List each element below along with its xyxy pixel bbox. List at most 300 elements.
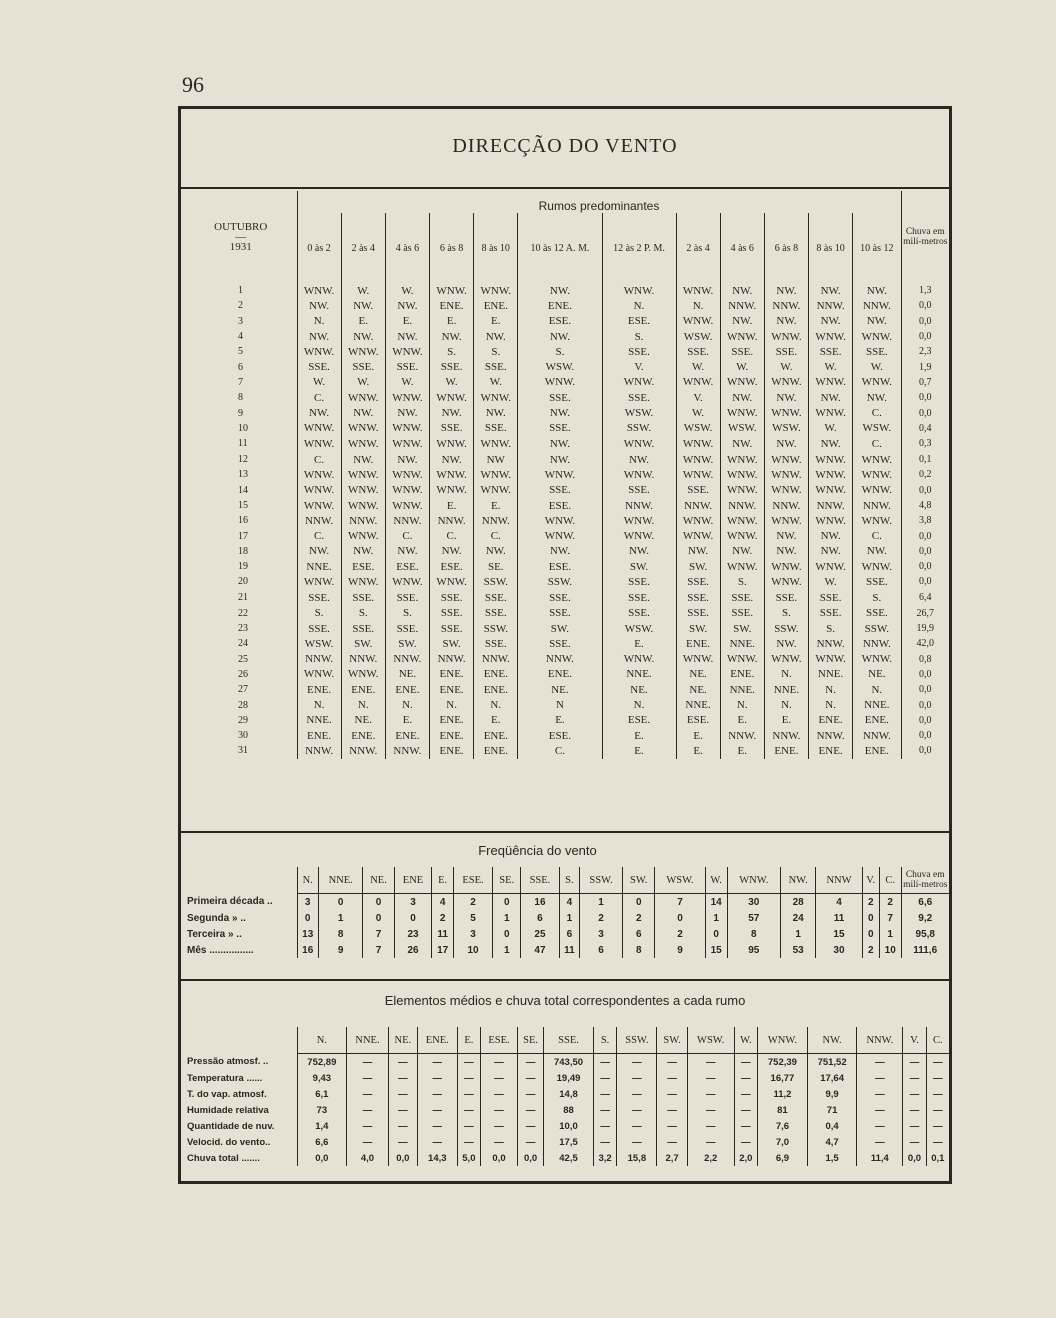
day-number: 24 [238,638,248,650]
freq-cell: 1 [493,942,521,958]
wind-cell: SSE. [518,590,602,606]
day-row [185,283,949,298]
elem-cell: 5,0 [457,1150,480,1166]
wind-cell: WNW. [474,467,518,482]
wind-cell: W. [853,359,901,374]
wind-cell: ESE. [518,559,602,574]
elem-cell: — [517,1118,543,1134]
freq-cell: 14 [705,894,727,911]
wind-cell: S. [430,344,474,359]
wind-cell: NW. [297,544,341,559]
wind-cell: NNW. [809,498,853,513]
wind-cell: WNW. [297,344,341,359]
elem-cell: — [457,1054,480,1071]
elem-cell: 0,0 [517,1150,543,1166]
wind-cell: WSW. [297,636,341,651]
wind-cell: NNE. [297,713,341,728]
wind-cell: NW. [676,544,720,559]
wind-cell: NNW. [676,498,720,513]
elem-cell: 16,77 [758,1070,808,1086]
wind-cell: NW. [602,452,676,467]
freq-cell: 9 [318,942,363,958]
wind-cell: WNW. [809,513,853,528]
day-number: 23 [238,623,248,635]
elem-row [185,1134,949,1150]
freq-cell: 3 [580,926,623,942]
wind-cell: NE. [385,667,429,682]
wind-cell: E. [602,728,676,743]
elem-cell: — [481,1086,518,1102]
wind-cell: NW. [385,452,429,467]
wind-cell: NNW. [809,298,853,313]
rain-cell: 1,9 [901,359,949,374]
elem-cell: 10,0 [544,1118,594,1134]
rain-cell: 0,0 [901,483,949,498]
wind-cell: NW. [518,329,602,344]
rain-cell: 2,3 [901,344,949,359]
elem-row-label: Pressão atmosf. .. [187,1056,269,1068]
wind-cell: NNW. [341,652,385,667]
wind-cell: WNW. [809,452,853,467]
freq-cell: 1 [705,910,727,926]
elem-cell: — [593,1102,616,1118]
wind-cell: SSE. [430,359,474,374]
elem-cell: — [687,1054,734,1071]
rain-cell: 0,0 [901,528,949,543]
wind-cell: NW. [518,436,602,452]
freq-cell: 30 [727,894,780,911]
wind-cell: NNE. [764,682,808,697]
freq-dir-header: ESE. [453,867,492,894]
elem-cell: — [347,1134,389,1150]
wind-cell: NNW. [474,513,518,528]
freq-cell: 15 [816,926,862,942]
elem-cell: — [593,1118,616,1134]
day-number: 6 [238,361,243,373]
wind-cell: WNW. [676,283,720,298]
elem-cell: — [926,1102,949,1118]
elem-cell: — [388,1070,417,1086]
elem-cell: 1,4 [297,1118,347,1134]
wind-cell: NNW. [385,513,429,528]
elem-row [185,1070,949,1086]
wind-cell: N. [474,697,518,712]
elem-row-label: Humidade relativa [187,1104,269,1116]
wind-cell: NW. [853,314,901,329]
wind-cell: WSW. [676,329,720,344]
wind-cell: NW. [430,329,474,344]
elem-cell: 2,0 [734,1150,757,1166]
wind-cell: NNE. [809,667,853,682]
hour-header: 2 às 4 [341,213,385,283]
wind-cell: C. [853,405,901,420]
wind-cell: NE. [676,667,720,682]
wind-cell: NNE. [720,636,764,651]
wind-cell: NW. [764,528,808,543]
elem-cell: 42,5 [544,1150,594,1166]
elem-cell: — [481,1102,518,1118]
day-row [185,329,949,344]
elem-cell: 6,1 [297,1086,347,1102]
day-row [185,421,949,436]
wind-cell: SSE. [474,606,518,621]
freq-cell: 2 [862,894,879,911]
wind-cell: N [518,697,602,712]
wind-cell: W. [720,359,764,374]
freq-title: Freqüência do vento [478,843,597,858]
day-number: 27 [238,684,248,696]
freq-cell: 11 [816,910,862,926]
wind-cell: WNW. [853,513,901,528]
wind-cell: NW. [809,283,853,298]
day-row [185,436,949,452]
wind-cell: E. [430,498,474,513]
freq-row [185,942,949,958]
elem-cell: 88 [544,1102,594,1118]
wind-cell: WNW. [764,483,808,498]
wind-cell: ENE. [297,682,341,697]
elem-cell: 751,52 [807,1054,857,1071]
wind-cell: WNW. [341,667,385,682]
wind-cell: WNW. [474,283,518,298]
wind-cell: NW. [518,283,602,298]
elem-dir-header: WSW. [687,1027,734,1054]
wind-cell: NW. [341,405,385,420]
wind-cell: WNW. [764,652,808,667]
elem-row [185,1102,949,1118]
elem-cell: 11,2 [758,1086,808,1102]
elem-cell: 7,6 [758,1118,808,1134]
freq-cell: 2 [862,942,879,958]
wind-cell: WSW. [764,421,808,436]
wind-cell: WNW. [720,329,764,344]
wind-cell: SSE. [341,590,385,606]
wind-cell: NNW. [474,652,518,667]
wind-cell: WSW. [518,359,602,374]
wind-cell: ESE. [602,314,676,329]
wind-cell: WNW. [602,467,676,482]
wind-cell: SSE. [853,574,901,589]
wind-cell: NW. [720,390,764,405]
elem-row-label: T. do vap. atmosf. [187,1088,267,1100]
wind-cell: WNW. [720,375,764,390]
wind-cell: WNW. [341,344,385,359]
day-number: 26 [238,668,248,680]
freq-cell: 30 [816,942,862,958]
wind-cell: SE. [474,559,518,574]
wind-cell: WNW. [602,375,676,390]
wind-cell: W. [809,574,853,589]
rain-cell: 0,8 [901,652,949,667]
freq-dir-header: E. [432,867,453,894]
freq-dir-header: N. [297,867,318,894]
wind-cell: ENE. [341,728,385,743]
wind-cell: WNW. [602,436,676,452]
wind-cell: N. [297,697,341,712]
group-heading: Rumos predominantes [297,191,901,213]
wind-cell: S. [518,344,602,359]
wind-cell: SSW. [853,621,901,636]
wind-cell: NW. [764,283,808,298]
elem-cell: — [857,1086,903,1102]
freq-row [185,894,949,911]
day-row [185,559,949,574]
elem-cell: 7,0 [758,1134,808,1150]
elem-dir-header: WNW. [758,1027,808,1054]
wind-cell: NW. [385,329,429,344]
elem-row [185,1150,949,1166]
wind-cell: W. [385,283,429,298]
freq-cell: 2 [655,926,705,942]
day-row [185,743,949,758]
elem-cell: 0,0 [481,1150,518,1166]
wind-cell: WNW. [385,467,429,482]
day-number: 29 [238,714,248,726]
wind-cell: ENE. [430,667,474,682]
elem-cell: — [734,1086,757,1102]
wind-cell: E. [676,728,720,743]
wind-cell: WNW. [430,483,474,498]
wind-cell: WNW. [853,329,901,344]
elem-cell: — [657,1118,687,1134]
elem-cell: — [517,1134,543,1150]
wind-cell: WSW. [602,621,676,636]
wind-cell: WNW. [385,483,429,498]
wind-cell: NW. [853,283,901,298]
day-number: 14 [238,484,248,496]
wind-cell: WSW. [676,421,720,436]
elem-cell: — [457,1070,480,1086]
day-row [185,728,949,743]
day-row [185,682,949,697]
wind-cell: N. [341,697,385,712]
wind-cell: NW. [764,436,808,452]
day-number: 8 [238,392,243,404]
freq-row-label: Mês ................ [187,944,254,956]
wind-cell: E. [474,713,518,728]
wind-cell: SSE. [518,483,602,498]
day-row [185,528,949,543]
rain-cell: 3,8 [901,513,949,528]
rain-cell: 0,1 [901,452,949,467]
wind-cell: WNW. [764,329,808,344]
wind-cell: SSE. [474,590,518,606]
wind-cell: N. [602,697,676,712]
elem-cell: — [481,1054,518,1071]
wind-cell: WNW. [809,483,853,498]
wind-cell: W. [297,375,341,390]
month-dash: — [235,231,247,243]
wind-cell: SSW. [518,574,602,589]
elem-cell: — [657,1102,687,1118]
day-number: 15 [238,500,248,511]
freq-dir-header: NE. [363,867,394,894]
wind-cell: NNW. [602,498,676,513]
elem-dir-header: NW. [807,1027,857,1054]
wind-cell: ENE. [518,298,602,313]
wind-cell: SSE. [297,621,341,636]
elem-cell: — [657,1134,687,1150]
day-number: 13 [238,469,248,481]
wind-cell: WNW. [297,667,341,682]
wind-cell: N. [676,298,720,313]
wind-cell: E. [602,743,676,758]
wind-cell: SSE. [474,359,518,374]
freq-cell: 0 [363,894,394,911]
hour-header: 4 às 6 [385,213,429,283]
wind-cell: ESE. [385,559,429,574]
freq-cell: 7 [879,910,901,926]
direction-body [185,283,949,759]
rain-cell: 0,0 [901,298,949,313]
day-number: 5 [238,346,243,358]
wind-cell: WNW. [809,559,853,574]
wind-cell: WNW. [602,283,676,298]
elem-cell: — [388,1118,417,1134]
wind-cell: NW. [385,544,429,559]
wind-cell: NW. [518,544,602,559]
wind-cell: WNW. [474,390,518,405]
wind-cell: ENE. [385,682,429,697]
wind-cell: C. [297,390,341,405]
wind-cell: WNW. [676,513,720,528]
wind-cell: NW. [764,390,808,405]
freq-cell: 9 [655,942,705,958]
wind-cell: SSE. [676,344,720,359]
wind-cell: ENE. [474,743,518,758]
elem-cell: — [417,1118,457,1134]
wind-cell: NNW. [518,652,602,667]
wind-cell: W. [676,359,720,374]
wind-cell: NW. [720,314,764,329]
freq-cell: 2 [432,910,453,926]
hour-header: 4 às 6 [720,213,764,283]
freq-cell: 0 [493,926,521,942]
wind-cell: SSE. [518,421,602,436]
wind-cell: WNW. [474,436,518,452]
wind-cell: WNW. [676,528,720,543]
wind-cell: WNW. [385,574,429,589]
wind-cell: ENE. [720,667,764,682]
day-row [185,452,949,467]
freq-cell: 57 [727,910,780,926]
wind-cell: WNW. [602,528,676,543]
day-number: 10 [238,422,248,434]
freq-cell: 47 [521,942,559,958]
freq-cell: 0 [318,894,363,911]
elem-cell: 4,0 [347,1150,389,1166]
elem-cell: — [388,1102,417,1118]
wind-cell: WNW. [720,528,764,543]
rain-cell: 0,3 [901,436,949,452]
freq-rain-cell: 9,2 [901,910,949,926]
day-row [185,375,949,390]
wind-cell: NW. [341,452,385,467]
elem-cell: 1,5 [807,1150,857,1166]
wind-cell: WNW. [720,513,764,528]
wind-cell: WNW. [385,498,429,513]
day-number: 7 [238,376,243,388]
wind-cell: NW. [764,544,808,559]
elem-cell: — [657,1086,687,1102]
day-number: 11 [238,438,248,450]
hour-header: 6 às 8 [764,213,808,283]
day-row [185,390,949,405]
elem-cell: — [857,1134,903,1150]
wind-cell: WNW. [385,344,429,359]
day-row [185,590,949,606]
elem-cell: — [347,1118,389,1134]
freq-cell: 0 [493,894,521,911]
wind-cell: WNW. [764,375,808,390]
wind-cell: ESE. [430,559,474,574]
wind-cell: C. [297,528,341,543]
elem-cell: — [593,1134,616,1150]
freq-cell: 1 [318,910,363,926]
freq-cell: 13 [297,926,318,942]
freq-cell: 6 [622,926,655,942]
day-row [185,697,949,712]
frequency-table [185,867,949,958]
wind-cell: WNW. [764,513,808,528]
wind-cell: NW. [518,405,602,420]
elem-cell: — [417,1134,457,1150]
wind-cell: WNW. [676,436,720,452]
wind-cell: E. [764,713,808,728]
wind-cell: NW. [341,329,385,344]
wind-cell: WSW. [602,405,676,420]
wind-cell: NW. [809,528,853,543]
wind-cell: C. [297,452,341,467]
elem-cell: — [347,1102,389,1118]
wind-cell: N. [297,314,341,329]
title-divider [181,187,949,189]
elem-dir-header: S. [593,1027,616,1054]
rain-cell: 1,3 [901,283,949,298]
wind-cell: SSE. [809,606,853,621]
rain-cell: 6,4 [901,590,949,606]
day-number: 4 [238,331,243,343]
wind-cell: NNW. [720,298,764,313]
wind-cell: WNW. [853,559,901,574]
hour-header: 2 às 4 [676,213,720,283]
elem-cell: — [903,1086,926,1102]
wind-cell: WNW. [430,390,474,405]
wind-cell: SSE. [676,590,720,606]
elem-cell: — [457,1118,480,1134]
wind-cell: WNW. [385,421,429,436]
wind-cell: ENE. [474,667,518,682]
wind-cell: S. [720,574,764,589]
elem-cell: 2,2 [687,1150,734,1166]
wind-cell: SSW. [474,574,518,589]
day-number: 1 [238,285,243,297]
wind-cell: WNW. [602,652,676,667]
elem-cell: 17,64 [807,1070,857,1086]
freq-cell: 2 [622,910,655,926]
elem-cell: 17,5 [544,1134,594,1150]
wind-cell: NW. [341,544,385,559]
elem-dir-header: NNE. [347,1027,389,1054]
wind-cell: NW. [385,405,429,420]
hour-header: 10 às 12 [853,213,901,283]
freq-cell: 15 [705,942,727,958]
wind-cell: NW. [764,314,808,329]
wind-cell: WNW. [297,436,341,452]
wind-cell: ENE. [430,682,474,697]
wind-cell: NE. [341,713,385,728]
wind-cell: SSW. [764,621,808,636]
